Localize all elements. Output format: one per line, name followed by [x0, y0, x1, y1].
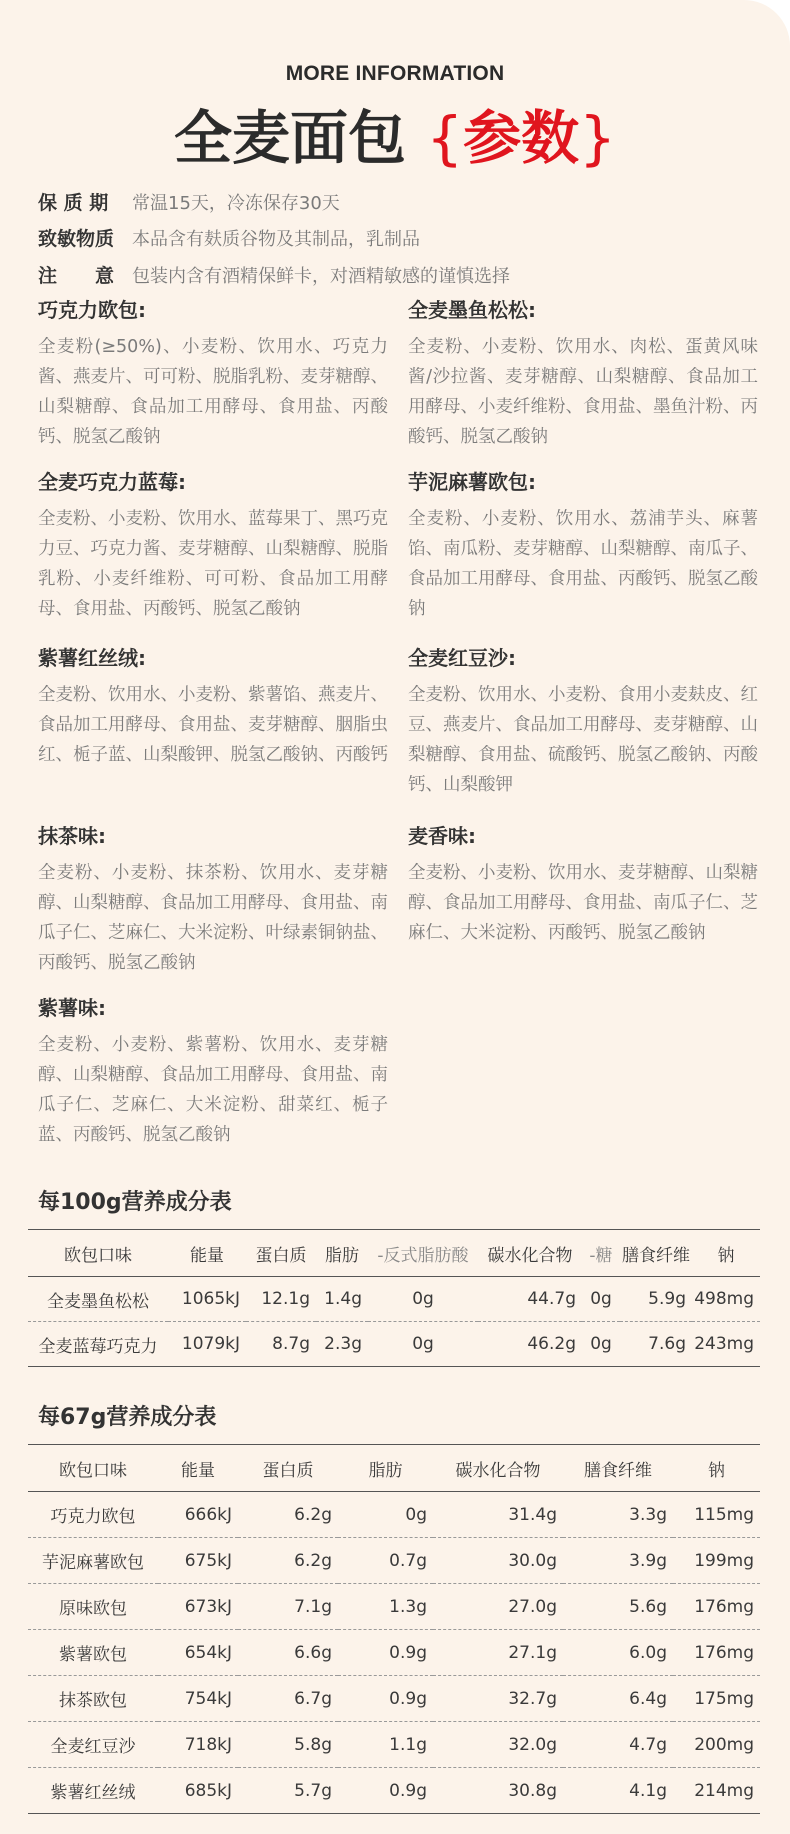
title-accent: 参数 [463, 104, 580, 172]
cell: 全麦蓝莓巧克力 [28, 1322, 168, 1367]
nutrition-table-100g [28, 1229, 760, 1367]
cell: 214mg [673, 1768, 760, 1814]
ingredient-text: 全麦粉、小麦粉、饮用水、荔浦芋头、麻薯馅、南瓜粉、麦芽糖醇、山梨糖醇、南瓜子、食品加工用酵母、食用盐、丙酸钙、脱氢乙酸钠 [408, 509, 758, 619]
info-key: 致敏物质 [38, 228, 115, 250]
cell: 1065kJ [168, 1277, 246, 1322]
cell: 3.9g [563, 1538, 673, 1584]
cell: 32.0g [433, 1722, 563, 1768]
ingredient-name: 麦香味: [408, 824, 476, 848]
ingredient-text: 全麦粉、饮用水、小麦粉、紫薯馅、燕麦片、食品加工用酵母、食用盐、麦芽糖醇、胭脂虫红、栀子蓝、山梨酸钾、脱氢乙酸钠、丙酸钙 [38, 685, 388, 765]
cell: 0g [368, 1277, 478, 1322]
table-row [28, 1322, 760, 1367]
cell: 498mg [692, 1277, 760, 1322]
col-header: 蛋白质 [238, 1445, 338, 1492]
cell: 0.9g [338, 1676, 433, 1722]
info-key: 注 意 [38, 265, 115, 287]
info-value: 包装内含有酒精保鲜卡，对酒精敏感的谨慎选择 [132, 266, 510, 287]
cell: 200mg [673, 1722, 760, 1768]
col-header: 能量 [158, 1445, 238, 1492]
ingredient-name: 抹茶味: [38, 824, 106, 848]
nutrition-table-67g [28, 1444, 760, 1814]
cell: 46.2g [478, 1322, 582, 1367]
ingredient-text: 全麦粉、小麦粉、饮用水、麦芽糖醇、山梨糖醇、食品加工用酵母、食用盐、南瓜子仁、芝麻仁、大米淀粉、丙酸钙、脱氢乙酸钠 [408, 863, 758, 943]
ingredient-block [38, 994, 388, 1150]
cell: 8.7g [246, 1322, 316, 1367]
cell: 115mg [673, 1492, 760, 1538]
cell: 176mg [673, 1584, 760, 1630]
ingredient-block [408, 296, 758, 452]
cell: 243mg [692, 1322, 760, 1367]
col-header: 钠 [673, 1445, 760, 1492]
table-67g-title: 每67g营养成分表 [38, 1405, 217, 1430]
cell: 5.9g [620, 1277, 692, 1322]
ingredient-block [408, 468, 758, 624]
cell: 12.1g [246, 1277, 316, 1322]
cell: 全麦红豆沙 [28, 1722, 158, 1768]
cell: 1.1g [338, 1722, 433, 1768]
col-header: 钠 [692, 1230, 760, 1277]
cell: 754kJ [158, 1676, 238, 1722]
cell: 紫薯欧包 [28, 1630, 158, 1676]
col-header: 碳水化合物 [478, 1230, 582, 1277]
ingredient-block [38, 644, 388, 770]
cell: 6.4g [563, 1676, 673, 1722]
ingredient-name: 芋泥麻薯欧包: [408, 470, 536, 494]
cell: 芋泥麻薯欧包 [28, 1538, 158, 1584]
cell: 0g [338, 1492, 433, 1538]
cell: 5.7g [238, 1768, 338, 1814]
ingredient-name: 紫薯红丝绒: [38, 646, 146, 670]
ingredient-block [408, 644, 758, 800]
cell: 6.2g [238, 1538, 338, 1584]
table-row [28, 1630, 760, 1676]
table-row [28, 1277, 760, 1322]
col-header: 脂肪 [316, 1230, 368, 1277]
ingredient-text: 全麦粉、小麦粉、紫薯粉、饮用水、麦芽糖醇、山梨糖醇、食品加工用酵母、食用盐、南瓜子仁、芝麻仁、大米淀粉、甜菜红、栀子蓝、丙酸钙、脱氢乙酸钠 [38, 1035, 388, 1145]
ingredient-name: 全麦墨鱼松松: [408, 298, 536, 322]
cell: 685kJ [158, 1768, 238, 1814]
ingredient-name: 全麦红豆沙: [408, 646, 516, 670]
cell: 2.3g [316, 1322, 368, 1367]
col-header: 欧包口味 [28, 1230, 168, 1277]
cell: 675kJ [158, 1538, 238, 1584]
ingredient-block [38, 468, 388, 624]
cell: 32.7g [433, 1676, 563, 1722]
table-header-row [28, 1230, 760, 1277]
cell: 31.4g [433, 1492, 563, 1538]
ingredient-text: 全麦粉、饮用水、小麦粉、食用小麦麸皮、红豆、燕麦片、食品加工用酵母、麦芽糖醇、山梨糖醇、食用盐、硫酸钙、脱氢乙酸钠、丙酸钙、山梨酸钾 [408, 685, 758, 795]
ingredient-name: 巧克力欧包: [38, 298, 146, 322]
cell: 718kJ [158, 1722, 238, 1768]
ingredient-name: 全麦巧克力蓝莓: [38, 470, 186, 494]
cell: 673kJ [158, 1584, 238, 1630]
col-header: -糖 [582, 1230, 620, 1277]
table-row [28, 1676, 760, 1722]
cell: 27.1g [433, 1630, 563, 1676]
more-information-label: MORE INFORMATION [285, 62, 505, 85]
info-value: 本品含有麸质谷物及其制品，乳制品 [132, 229, 420, 250]
ingredient-text: 全麦粉(≥50%)、小麦粉、饮用水、巧克力酱、燕麦片、可可粉、脱脂乳粉、麦芽糖醇、山梨糖醇、食品加工用酵母、食用盐、丙酸钙、脱氢乙酸钠 [38, 337, 388, 447]
cell: 7.1g [238, 1584, 338, 1630]
table-row [28, 1584, 760, 1630]
info-row-shelf-life [38, 190, 340, 217]
cell: 5.6g [563, 1584, 673, 1630]
col-header: 膳食纤维 [563, 1445, 673, 1492]
info-value: 常温15天，冷冻保存30天 [132, 193, 340, 214]
cell: 4.1g [563, 1768, 673, 1814]
cell: 666kJ [158, 1492, 238, 1538]
ingredient-block [38, 822, 388, 978]
cell: 0g [368, 1322, 478, 1367]
cell: 抹茶欧包 [28, 1676, 158, 1722]
cell: 原味欧包 [28, 1584, 158, 1630]
page-title [0, 98, 790, 178]
cell: 6.6g [238, 1630, 338, 1676]
col-header: 欧包口味 [28, 1445, 158, 1492]
cell: 4.7g [563, 1722, 673, 1768]
cell: 巧克力欧包 [28, 1492, 158, 1538]
title-brace-close: } [579, 104, 617, 172]
cell: 30.0g [433, 1538, 563, 1584]
ingredient-block [38, 296, 388, 452]
table-100g-title: 每100g营养成分表 [38, 1190, 232, 1215]
ingredient-text: 全麦粉、小麦粉、饮用水、蓝莓果丁、黑巧克力豆、巧克力酱、麦芽糖醇、山梨糖醇、脱脂乳粉、小麦纤维粉、可可粉、食品加工用酵母、食用盐、丙酸钙、脱氢乙酸钠 [38, 509, 388, 619]
col-header: 膳食纤维 [620, 1230, 692, 1277]
cell: 3.3g [563, 1492, 673, 1538]
cell: 0.9g [338, 1630, 433, 1676]
cell: 6.2g [238, 1492, 338, 1538]
info-row-allergens [38, 226, 420, 253]
ingredient-name: 紫薯味: [38, 996, 106, 1020]
col-header: 蛋白质 [246, 1230, 316, 1277]
cell: 44.7g [478, 1277, 582, 1322]
cell: 1079kJ [168, 1322, 246, 1367]
cell: 0g [582, 1277, 620, 1322]
table-row [28, 1492, 760, 1538]
cell: 6.0g [563, 1630, 673, 1676]
info-key: 保 质 期 [38, 192, 109, 214]
col-header: 脂肪 [338, 1445, 433, 1492]
title-main: 全麦面包 [173, 104, 406, 172]
cell: 紫薯红丝绒 [28, 1768, 158, 1814]
cell: 全麦墨鱼松松 [28, 1277, 168, 1322]
col-header: 能量 [168, 1230, 246, 1277]
table-row [28, 1538, 760, 1584]
col-header: -反式脂肪酸 [368, 1230, 478, 1277]
cell: 1.3g [338, 1584, 433, 1630]
cell: 7.6g [620, 1322, 692, 1367]
ingredient-text: 全麦粉、小麦粉、抹茶粉、饮用水、麦芽糖醇、山梨糖醇、食品加工用酵母、食用盐、南瓜子仁、芝麻仁、大米淀粉、叶绿素铜钠盐、丙酸钙、脱氢乙酸钠 [38, 863, 388, 973]
cell: 1.4g [316, 1277, 368, 1322]
ingredient-text: 全麦粉、小麦粉、饮用水、肉松、蛋黄风味酱/沙拉酱、麦芽糖醇、山梨糖醇、食品加工用酵母、小麦纤维粉、食用盐、墨鱼汁粉、丙酸钙、脱氢乙酸钠 [408, 337, 758, 447]
title-brace-open: { [426, 104, 464, 172]
cell: 0g [582, 1322, 620, 1367]
cell: 175mg [673, 1676, 760, 1722]
cell: 0.9g [338, 1768, 433, 1814]
info-row-notice [38, 263, 510, 290]
cell: 5.8g [238, 1722, 338, 1768]
cell: 27.0g [433, 1584, 563, 1630]
cell: 199mg [673, 1538, 760, 1584]
cell: 0.7g [338, 1538, 433, 1584]
ingredient-block [408, 822, 758, 948]
table-row [28, 1768, 760, 1814]
cell: 6.7g [238, 1676, 338, 1722]
cell: 176mg [673, 1630, 760, 1676]
table-row [28, 1722, 760, 1768]
col-header: 碳水化合物 [433, 1445, 563, 1492]
cell: 654kJ [158, 1630, 238, 1676]
cell: 30.8g [433, 1768, 563, 1814]
table-header-row [28, 1445, 760, 1492]
